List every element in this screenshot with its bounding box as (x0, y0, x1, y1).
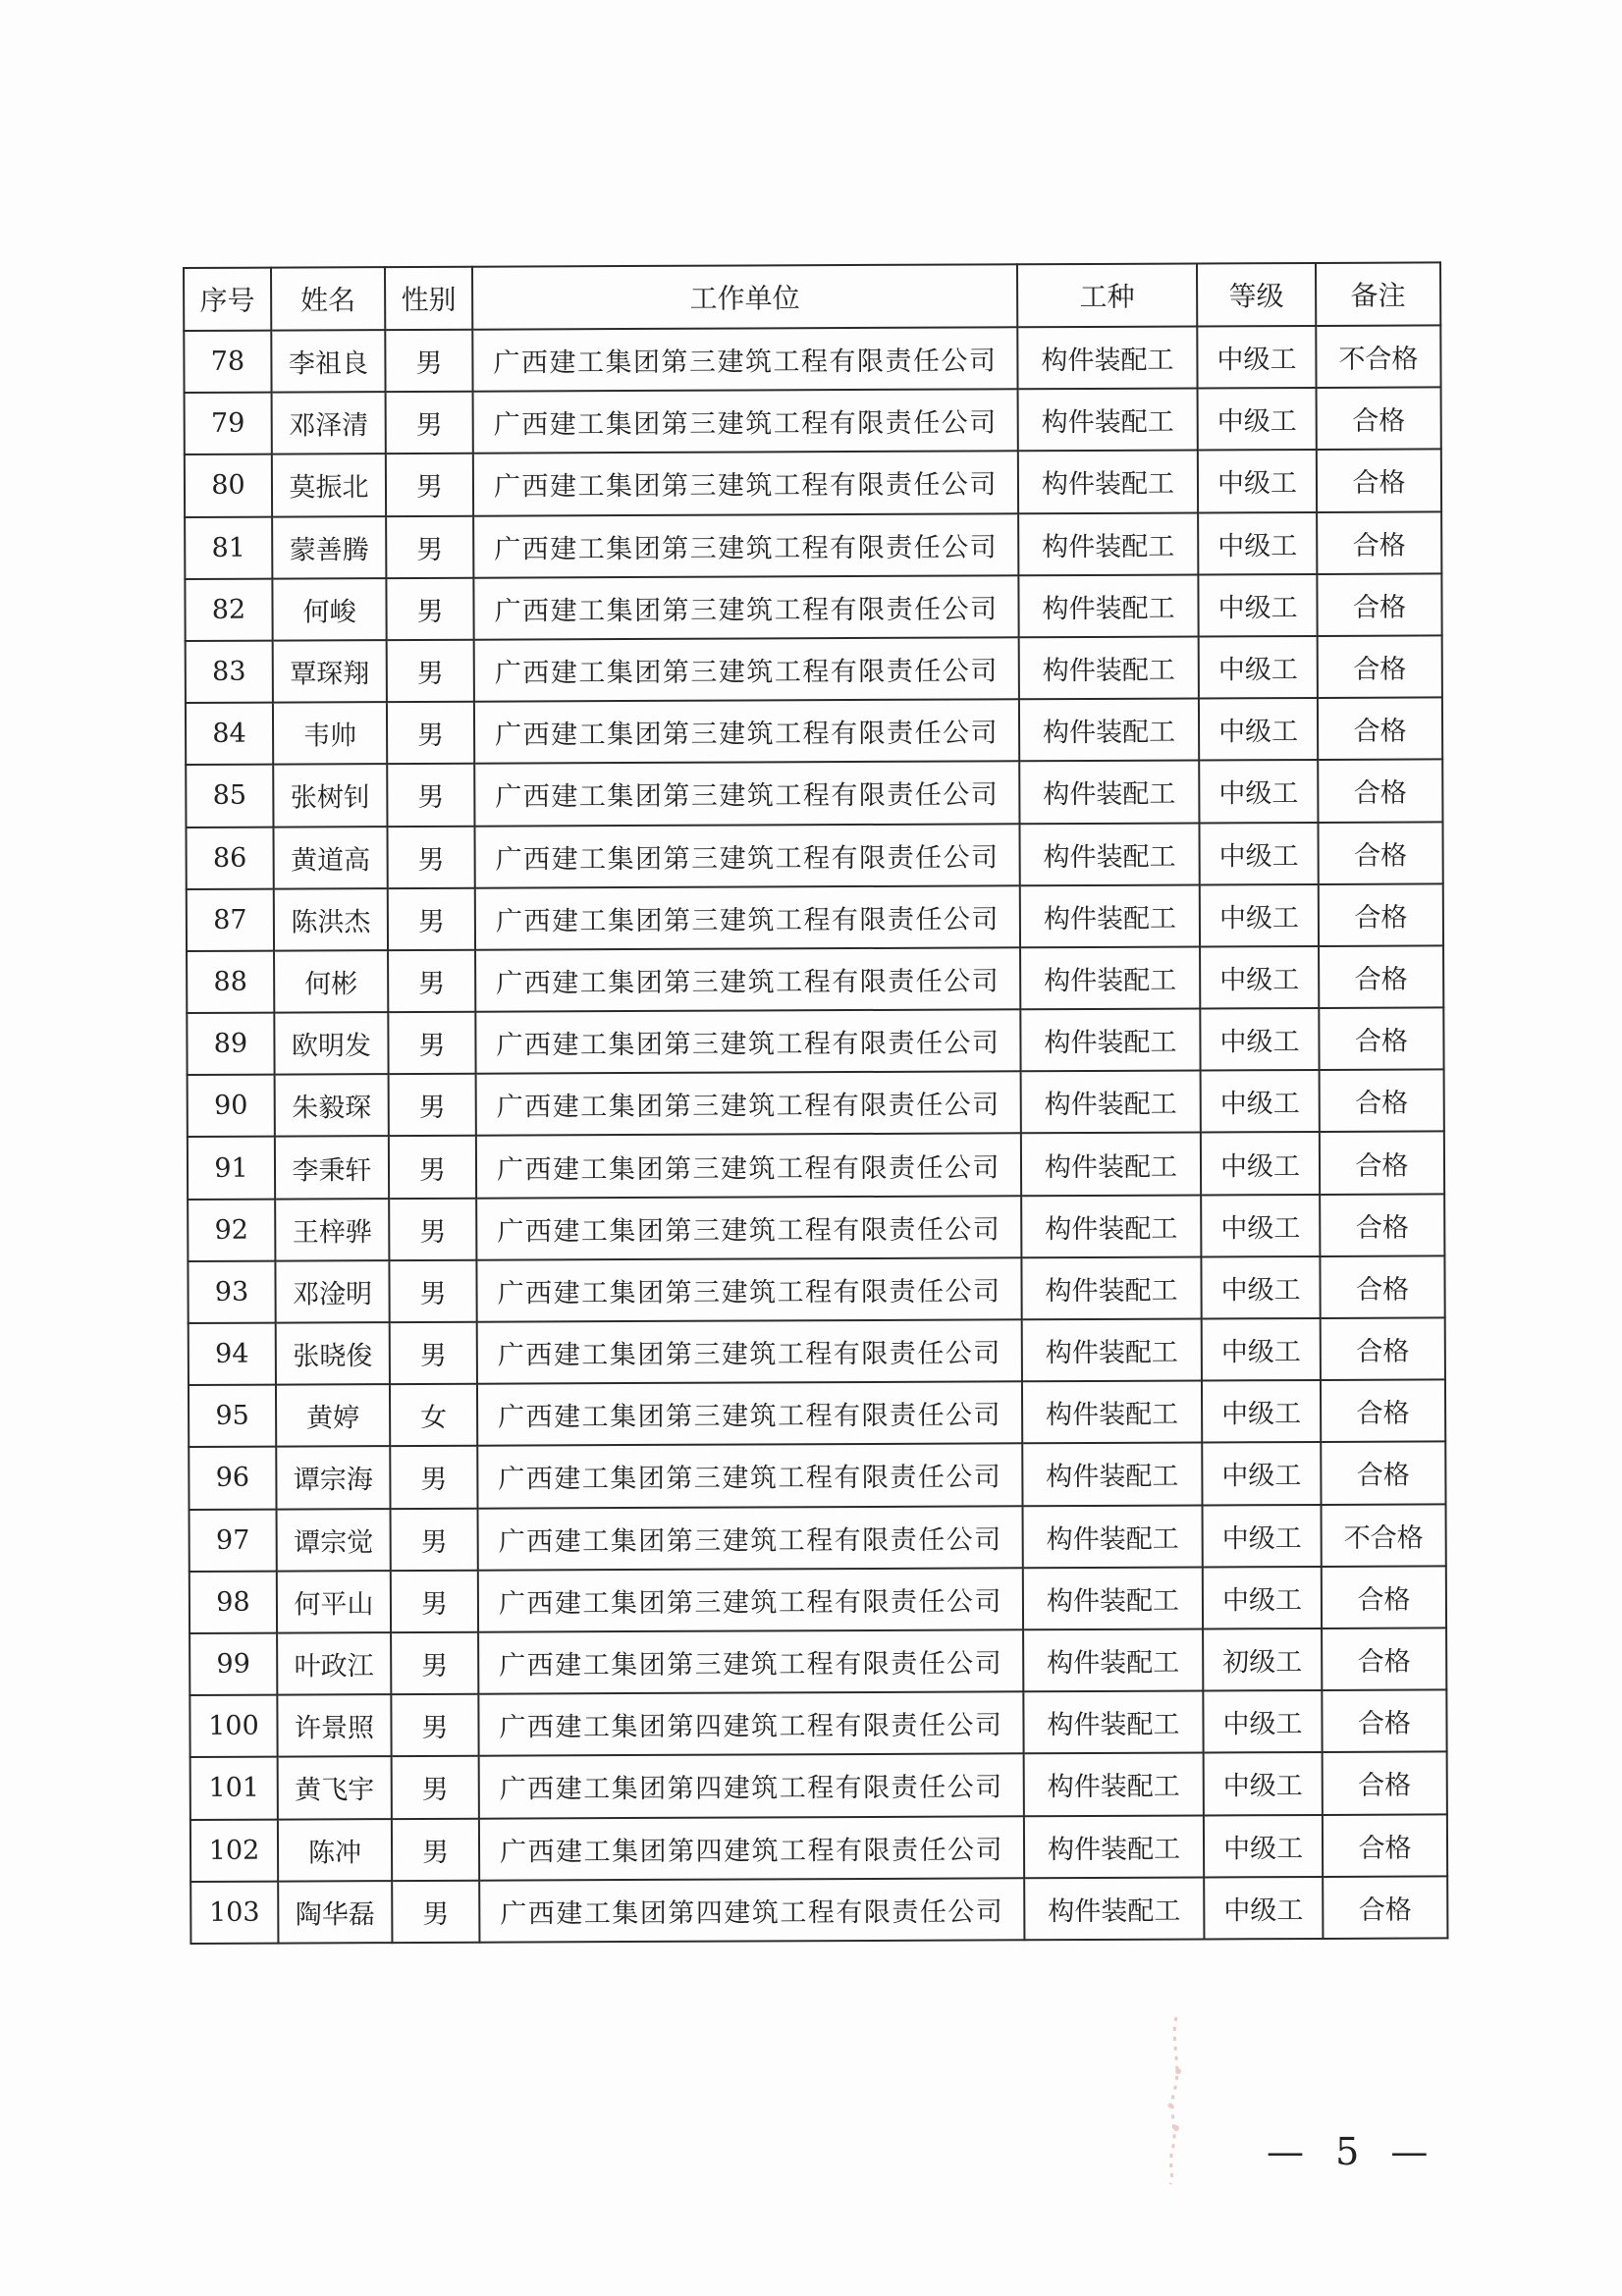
cell-gender: 男 (392, 1756, 479, 1819)
cell-work-unit: 广西建工集团第三建筑工程有限责任公司 (474, 637, 1019, 702)
cell-trade: 构件装配工 (1019, 761, 1199, 824)
cell-gender: 男 (386, 454, 473, 516)
cell-serial-number: 86 (186, 827, 273, 889)
table-row (188, 1255, 1444, 1323)
table-row (189, 1380, 1445, 1448)
cell-gender: 男 (392, 1880, 479, 1943)
table-row (189, 1690, 1446, 1758)
cell-remark: 合格 (1321, 1380, 1445, 1443)
cell-remark: 合格 (1317, 573, 1441, 636)
cell-work-unit: 广西建工集团第三建筑工程有限责任公司 (475, 1009, 1020, 1074)
cell-level: 初级工 (1203, 1629, 1322, 1691)
cell-trade: 构件装配工 (1023, 1691, 1203, 1754)
cell-level: 中级工 (1202, 1442, 1321, 1505)
cell-work-unit: 广西建工集团第三建筑工程有限责任公司 (478, 1629, 1023, 1694)
cell-serial-number: 94 (189, 1323, 276, 1386)
cell-trade: 构件装配工 (1024, 1753, 1204, 1816)
cell-remark: 合格 (1323, 1752, 1447, 1815)
table-row (189, 1442, 1445, 1510)
cell-name: 谭宗海 (276, 1446, 390, 1509)
cell-level: 中级工 (1200, 1008, 1319, 1071)
cell-remark: 合格 (1317, 388, 1441, 451)
cell-trade: 构件装配工 (1022, 1318, 1202, 1381)
cell-gender: 男 (390, 1446, 477, 1509)
cell-name: 黄飞宇 (278, 1756, 392, 1819)
cell-trade: 构件装配工 (1023, 1567, 1203, 1629)
table-row (190, 1814, 1447, 1882)
cell-remark: 合格 (1320, 1132, 1444, 1195)
cell-name: 何峻 (272, 578, 386, 641)
cell-name: 许景照 (277, 1694, 391, 1757)
cell-remark: 合格 (1323, 1814, 1447, 1877)
cell-gender: 男 (391, 1694, 478, 1757)
cell-level: 中级工 (1201, 1132, 1320, 1195)
cell-work-unit: 广西建工集团第三建筑工程有限责任公司 (477, 1444, 1022, 1509)
cell-gender: 男 (386, 392, 473, 454)
cell-work-unit: 广西建工集团第三建筑工程有限责任公司 (478, 1568, 1023, 1632)
cell-work-unit: 广西建工集团第三建筑工程有限责任公司 (476, 1134, 1021, 1199)
cell-serial-number: 101 (190, 1757, 278, 1820)
table-row (190, 1876, 1447, 1944)
cell-remark: 合格 (1320, 1194, 1444, 1256)
cell-serial-number: 78 (184, 331, 271, 394)
cell-name: 何彬 (274, 950, 388, 1013)
cell-remark: 合格 (1317, 450, 1441, 512)
cell-serial-number: 93 (188, 1260, 275, 1323)
header-name: 姓名 (271, 267, 385, 331)
cell-serial-number: 80 (185, 454, 272, 517)
cell-remark: 合格 (1318, 822, 1442, 884)
cell-name: 陈洪杰 (274, 888, 388, 951)
cell-work-unit: 广西建工集团第三建筑工程有限责任公司 (476, 1196, 1021, 1260)
cell-name: 黄道高 (273, 827, 387, 889)
cell-remark: 合格 (1318, 698, 1442, 761)
cell-name: 蒙善腾 (272, 516, 386, 579)
cell-level: 中级工 (1199, 698, 1318, 761)
cell-name: 叶政江 (277, 1632, 391, 1695)
cell-gender: 男 (388, 1012, 475, 1075)
table-row (185, 450, 1441, 517)
table-row (187, 1007, 1443, 1075)
cell-gender: 男 (389, 1074, 476, 1137)
cell-level: 中级工 (1199, 760, 1318, 823)
cell-serial-number: 97 (189, 1509, 277, 1572)
cell-remark: 合格 (1318, 760, 1442, 823)
cell-work-unit: 广西建工集团第三建筑工程有限责任公司 (475, 885, 1020, 950)
cell-work-unit: 广西建工集团第三建筑工程有限责任公司 (473, 452, 1018, 516)
cell-remark: 合格 (1317, 511, 1441, 574)
cell-level: 中级工 (1204, 1814, 1323, 1877)
cell-work-unit: 广西建工集团第三建筑工程有限责任公司 (474, 762, 1019, 827)
cell-trade: 构件装配工 (1018, 389, 1198, 452)
cell-level: 中级工 (1201, 1195, 1320, 1257)
cell-trade: 构件装配工 (1021, 1195, 1201, 1257)
cell-remark: 合格 (1321, 1317, 1445, 1380)
cell-trade: 构件装配工 (1022, 1381, 1202, 1444)
cell-trade: 构件装配工 (1018, 512, 1198, 575)
cell-trade: 构件装配工 (1017, 326, 1197, 389)
cell-work-unit: 广西建工集团第四建筑工程有限责任公司 (479, 1754, 1024, 1819)
cell-name: 李祖良 (271, 330, 385, 393)
cell-remark: 不合格 (1316, 325, 1440, 388)
cell-gender: 男 (391, 1508, 478, 1571)
cell-level: 中级工 (1201, 1256, 1320, 1319)
cell-trade: 构件装配工 (1022, 1443, 1202, 1506)
cell-gender: 男 (387, 826, 474, 888)
header-serial-number: 序号 (184, 268, 271, 331)
cell-level: 中级工 (1198, 388, 1317, 451)
cell-trade: 构件装配工 (1021, 1256, 1201, 1319)
cell-serial-number: 83 (186, 641, 273, 704)
cell-remark: 合格 (1322, 1628, 1446, 1690)
cell-trade: 构件装配工 (1024, 1877, 1204, 1940)
cell-trade: 构件装配工 (1018, 451, 1198, 513)
cell-level: 中级工 (1202, 1318, 1321, 1381)
cell-name: 莫振北 (272, 454, 386, 516)
cell-name: 张晓俊 (276, 1322, 390, 1385)
table-row (188, 1132, 1444, 1200)
header-gender: 性别 (385, 267, 472, 330)
cell-trade: 构件装配工 (1020, 1009, 1200, 1072)
cell-remark: 合格 (1318, 635, 1442, 698)
cell-serial-number: 81 (185, 516, 272, 579)
table-row (186, 822, 1442, 889)
cell-level: 中级工 (1200, 884, 1319, 947)
cell-remark: 合格 (1321, 1442, 1445, 1505)
cell-name: 邓泽清 (272, 392, 386, 454)
page-number: — 5 — (1267, 2130, 1438, 2173)
cell-work-unit: 广西建工集团第四建筑工程有限责任公司 (478, 1691, 1023, 1756)
table-row (189, 1504, 1446, 1572)
cell-serial-number: 100 (189, 1695, 277, 1758)
cell-level: 中级工 (1204, 1877, 1323, 1940)
cell-trade: 构件装配工 (1020, 884, 1200, 947)
cell-gender: 男 (385, 330, 472, 393)
cell-work-unit: 广西建工集团第三建筑工程有限责任公司 (474, 699, 1019, 764)
cell-trade: 构件装配工 (1023, 1629, 1203, 1691)
table-row (186, 698, 1442, 766)
cell-gender: 男 (387, 702, 474, 765)
cell-remark: 合格 (1322, 1690, 1446, 1753)
cell-gender: 女 (390, 1384, 477, 1447)
table-header (184, 262, 1440, 331)
cell-trade: 构件装配工 (1023, 1505, 1203, 1568)
cell-level: 中级工 (1202, 1380, 1321, 1443)
cell-name: 李秉轩 (275, 1137, 389, 1200)
cell-trade: 构件装配工 (1018, 574, 1198, 637)
cell-level: 中级工 (1198, 512, 1317, 575)
cell-level: 中级工 (1199, 636, 1318, 699)
cell-level: 中级工 (1198, 574, 1317, 637)
cell-serial-number: 102 (190, 1819, 278, 1882)
table-row (189, 1317, 1445, 1385)
table-row (184, 325, 1440, 393)
table-row (189, 1628, 1446, 1695)
cell-gender: 男 (390, 1322, 477, 1385)
cell-name: 张树钊 (273, 764, 387, 827)
cell-serial-number: 91 (188, 1137, 275, 1200)
cell-serial-number: 96 (189, 1447, 276, 1510)
cell-work-unit: 广西建工集团第三建筑工程有限责任公司 (474, 824, 1019, 888)
cell-name: 何平山 (277, 1571, 391, 1633)
cell-level: 中级工 (1198, 450, 1317, 512)
cell-serial-number: 95 (189, 1385, 276, 1448)
cell-gender: 男 (388, 950, 475, 1013)
cell-name: 欧明发 (274, 1012, 388, 1075)
cell-name: 黄婷 (276, 1384, 390, 1447)
cell-serial-number: 87 (187, 888, 274, 951)
cell-work-unit: 广西建工集团第三建筑工程有限责任公司 (475, 947, 1020, 1012)
cell-work-unit: 广西建工集团第三建筑工程有限责任公司 (473, 513, 1018, 578)
cell-name: 谭宗觉 (277, 1509, 391, 1572)
table-row (185, 511, 1441, 579)
cell-trade: 构件装配工 (1020, 946, 1200, 1009)
cell-gender: 男 (389, 1198, 476, 1260)
cell-work-unit: 广西建工集团第三建筑工程有限责任公司 (477, 1319, 1022, 1384)
cell-level: 中级工 (1200, 946, 1319, 1009)
table-body (184, 325, 1447, 1943)
cell-work-unit: 广西建工集团第四建筑工程有限责任公司 (479, 1816, 1024, 1881)
cell-work-unit: 广西建工集团第三建筑工程有限责任公司 (478, 1506, 1023, 1571)
cell-work-unit: 广西建工集团第三建筑工程有限责任公司 (472, 327, 1017, 392)
cell-level: 中级工 (1203, 1505, 1322, 1568)
header-level: 等级 (1197, 263, 1316, 327)
table-row (186, 760, 1442, 828)
cell-trade: 构件装配工 (1019, 699, 1199, 762)
cell-serial-number: 85 (186, 765, 273, 828)
cell-work-unit: 广西建工集团第三建筑工程有限责任公司 (476, 1072, 1021, 1137)
cell-work-unit: 广西建工集团第三建筑工程有限责任公司 (473, 575, 1018, 640)
cell-trade: 构件装配工 (1021, 1071, 1201, 1134)
cell-work-unit: 广西建工集团第三建筑工程有限责任公司 (477, 1381, 1022, 1446)
table-row (186, 635, 1442, 703)
header-work-unit: 工作单位 (472, 264, 1017, 329)
cell-serial-number: 103 (190, 1881, 278, 1944)
seal-stamp-trace (1149, 2012, 1198, 2189)
cell-work-unit: 广西建工集团第四建筑工程有限责任公司 (479, 1878, 1024, 1943)
cell-gender: 男 (391, 1570, 478, 1632)
cell-name: 覃琛翔 (273, 640, 387, 703)
cell-serial-number: 79 (185, 393, 272, 455)
header-remark: 备注 (1316, 262, 1440, 326)
table-row (185, 388, 1441, 455)
cell-gender: 男 (387, 640, 474, 703)
cell-serial-number: 99 (189, 1633, 277, 1696)
cell-serial-number: 89 (187, 1013, 274, 1076)
cell-remark: 合格 (1319, 1007, 1443, 1070)
cell-level: 中级工 (1199, 822, 1318, 884)
table-row (185, 573, 1441, 641)
cell-gender: 男 (391, 1632, 478, 1695)
cell-gender: 男 (387, 764, 474, 827)
cell-level: 中级工 (1204, 1752, 1323, 1815)
cell-remark: 合格 (1319, 883, 1443, 946)
cell-serial-number: 84 (186, 703, 273, 766)
cell-remark: 合格 (1319, 945, 1443, 1008)
cell-gender: 男 (392, 1818, 479, 1881)
table-row (188, 1070, 1444, 1138)
cell-name: 韦帅 (273, 702, 387, 765)
cell-serial-number: 82 (185, 578, 272, 641)
cell-remark: 合格 (1320, 1255, 1444, 1318)
cell-remark: 合格 (1323, 1876, 1447, 1939)
cell-gender: 男 (386, 577, 473, 640)
cell-name: 邓淦明 (275, 1260, 389, 1323)
cell-name: 陈冲 (278, 1819, 392, 1882)
table-row (187, 945, 1443, 1013)
header-row (184, 262, 1440, 331)
cell-remark: 不合格 (1322, 1504, 1446, 1567)
cell-trade: 构件装配工 (1021, 1133, 1201, 1196)
table-row (188, 1194, 1444, 1261)
cell-gender: 男 (389, 1136, 476, 1199)
cell-gender: 男 (389, 1260, 476, 1323)
cell-serial-number: 90 (188, 1075, 275, 1138)
cell-name: 朱毅琛 (275, 1074, 389, 1137)
table-row (187, 883, 1443, 951)
header-trade: 工种 (1017, 263, 1197, 327)
cell-name: 王梓骅 (275, 1199, 389, 1261)
cell-level: 中级工 (1203, 1690, 1322, 1753)
cell-work-unit: 广西建工集团第三建筑工程有限责任公司 (473, 389, 1018, 454)
table-row (189, 1566, 1446, 1633)
cell-level: 中级工 (1197, 326, 1316, 389)
cell-level: 中级工 (1201, 1070, 1320, 1133)
table-row (190, 1752, 1447, 1820)
cell-gender: 男 (388, 887, 475, 950)
cell-serial-number: 92 (188, 1199, 275, 1261)
cell-remark: 合格 (1320, 1070, 1444, 1133)
cell-name: 陶华磊 (278, 1881, 392, 1944)
cell-level: 中级工 (1203, 1567, 1322, 1629)
cell-trade: 构件装配工 (1024, 1815, 1204, 1878)
cell-trade: 构件装配工 (1019, 823, 1199, 885)
cell-serial-number: 98 (189, 1571, 277, 1633)
roster-table (183, 261, 1448, 1944)
cell-trade: 构件装配工 (1019, 636, 1199, 699)
cell-remark: 合格 (1322, 1566, 1446, 1629)
cell-serial-number: 88 (187, 950, 274, 1013)
cell-gender: 男 (386, 515, 473, 578)
cell-work-unit: 广西建工集团第三建筑工程有限责任公司 (476, 1257, 1021, 1322)
